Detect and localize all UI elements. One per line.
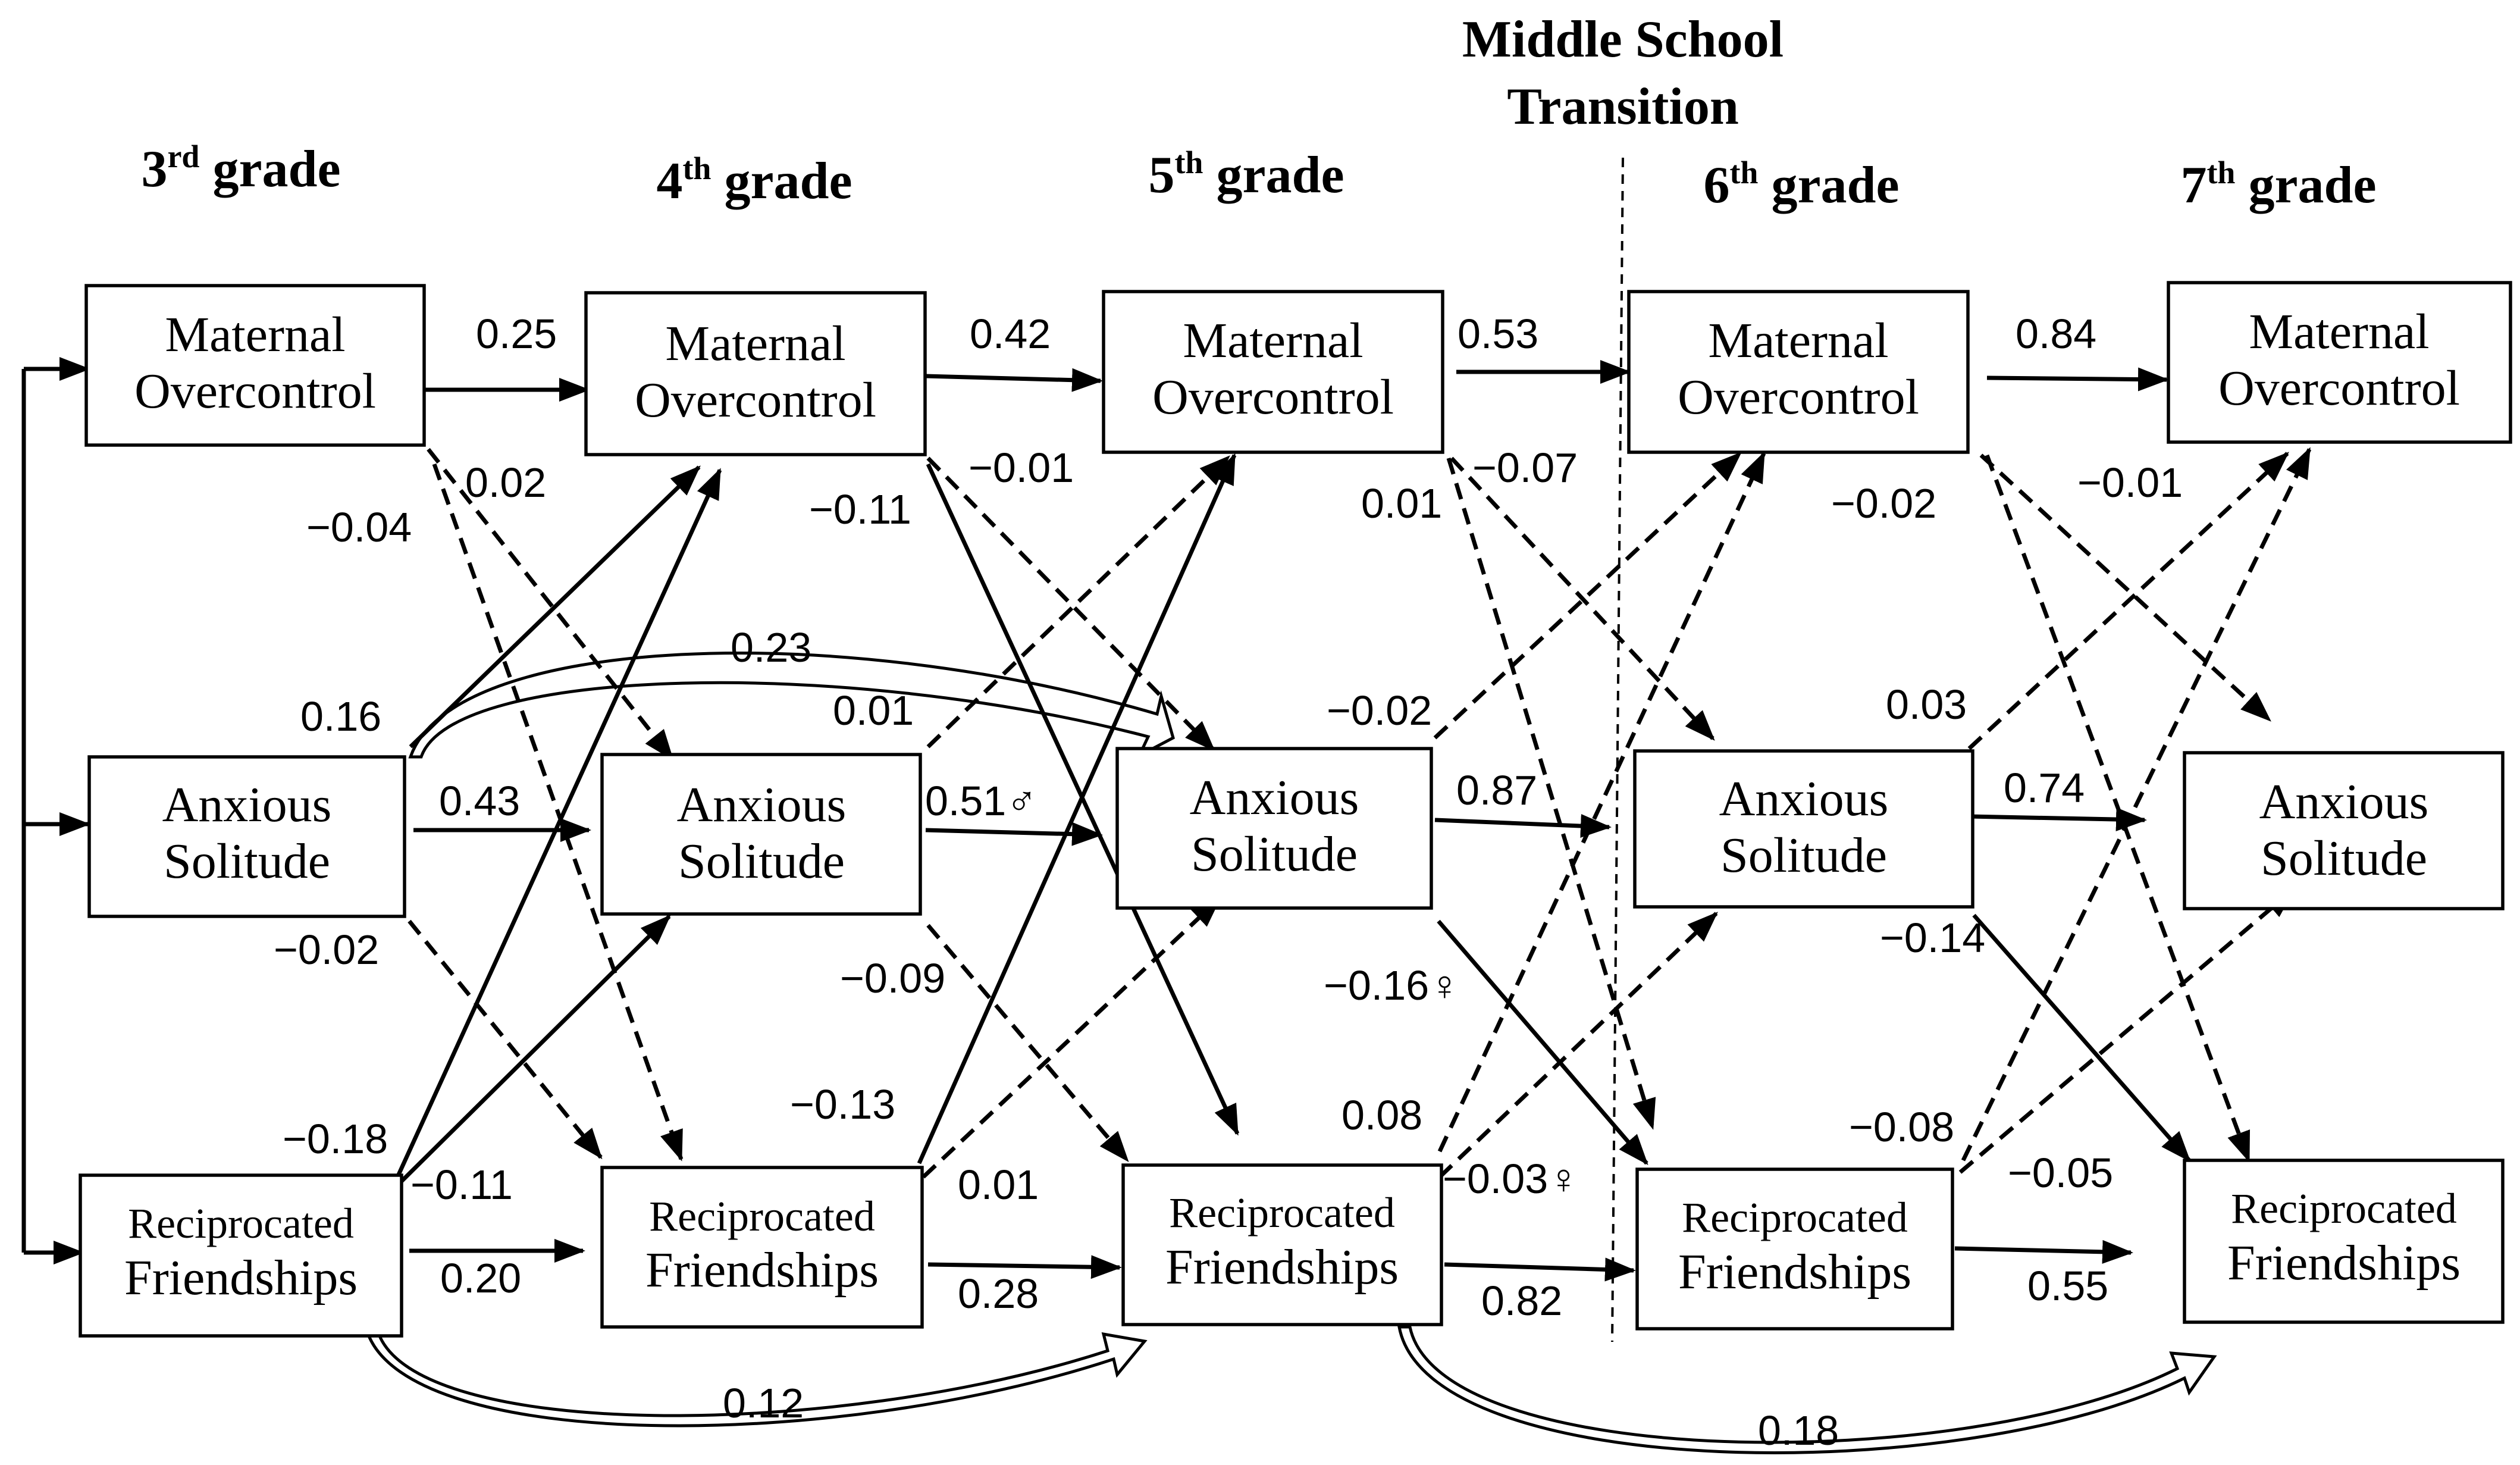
coef-rf-lag2-3-5: 0.12 (723, 1380, 804, 1426)
node-anxious-solitude-grade3 (89, 757, 405, 916)
coef-rf-as-5-6: −0.03♀ (1443, 1156, 1579, 1202)
svg-text:Reciprocated: Reciprocated (1682, 1194, 1908, 1241)
coef-rf-mo-5-6: 0.08 (1342, 1092, 1423, 1138)
grade-5-header: 5th grade (1148, 145, 1344, 204)
coef-as-mo-5-6: −0.02 (1327, 687, 1433, 734)
svg-text:Solitude: Solitude (678, 834, 845, 889)
svg-text:Maternal: Maternal (1183, 313, 1364, 368)
svg-text:Friendships: Friendships (1678, 1244, 1912, 1300)
node-reciprocated-friendships-grade3 (80, 1175, 402, 1336)
svg-text:Friendships: Friendships (2227, 1235, 2461, 1291)
svg-text:Overcontrol: Overcontrol (1152, 370, 1394, 425)
path-as5-as6 (1435, 820, 1609, 827)
transition-title-line2: Transition (1507, 78, 1739, 136)
svg-text:Overcontrol: Overcontrol (635, 372, 876, 428)
coef-rf-as-4-5: 0.01 (958, 1162, 1039, 1208)
svg-text:Reciprocated: Reciprocated (1169, 1189, 1395, 1237)
coef-mo-rf-6-7: −0.02 (1831, 480, 1937, 527)
svg-text:Anxious: Anxious (1189, 770, 1359, 825)
svg-text:Anxious: Anxious (1719, 771, 1889, 827)
path-rf5-as6 (1440, 913, 1716, 1177)
coef-rf-stab-3-4: 0.20 (440, 1255, 522, 1301)
coef-mo-as-3-4: 0.02 (465, 459, 547, 506)
coef-rf-mo-3-4: −0.18 (283, 1116, 388, 1162)
node-anxious-solitude-grade5 (1117, 749, 1431, 908)
coef-as-stab-5-6: 0.87 (1456, 767, 1538, 813)
coef-as-stab-6-7: 0.74 (2004, 765, 2085, 811)
svg-text:Solitude: Solitude (163, 834, 331, 889)
svg-text:Friendships: Friendships (645, 1242, 879, 1298)
grade-7-header: 7th grade (2180, 155, 2377, 214)
svg-text:Anxious: Anxious (162, 777, 332, 832)
path-rf4-rf5 (928, 1264, 1120, 1267)
svg-text:Solitude: Solitude (1190, 827, 1358, 882)
node-anxious-solitude-grade6 (1635, 751, 1973, 907)
coef-rf-as-3-4: −0.11 (410, 1162, 513, 1208)
svg-text:Solitude: Solitude (1720, 828, 1888, 883)
svg-text:Solitude: Solitude (2260, 831, 2428, 886)
svg-text:Overcontrol: Overcontrol (1678, 370, 1919, 425)
node-reciprocated-friendships-grade5 (1123, 1165, 1441, 1325)
node-maternal-overcontrol-grade7 (2168, 283, 2510, 442)
coef-rf-as-6-7: −0.05 (2008, 1150, 2114, 1196)
node-reciprocated-friendships-grade6 (1637, 1169, 1952, 1329)
coef-as-rf-6-7: −0.14 (1880, 915, 1986, 961)
svg-text:Overcontrol: Overcontrol (134, 364, 376, 419)
coef-rf-stab-4-5: 0.28 (958, 1270, 1039, 1317)
coef-as-mo-4-5: 0.01 (833, 687, 914, 734)
coef-mo-stab-4-5: 0.42 (970, 311, 1051, 357)
path-rf5-rf6 (1444, 1264, 1634, 1270)
svg-text:Anxious: Anxious (2259, 774, 2429, 829)
coef-as-mo-6-7: 0.03 (1886, 681, 1967, 728)
path-as4-rf5 (928, 925, 1127, 1160)
coef-as-mo-3-4: 0.16 (300, 693, 382, 740)
svg-text:Reciprocated: Reciprocated (128, 1200, 354, 1247)
grade-3-header: 3rd grade (141, 139, 341, 198)
svg-text:Reciprocated: Reciprocated (2231, 1185, 2457, 1232)
transition-divider-line (1612, 158, 1623, 1342)
coef-mo-rf-3-4: −0.04 (306, 504, 412, 550)
path-as5-mo6 (1435, 453, 1740, 738)
coef-rf-stab-6-7: 0.55 (2027, 1263, 2109, 1309)
coef-mo-as-5-6: −0.07 (1472, 444, 1578, 491)
coef-mo-stab-6-7: 0.84 (2016, 311, 2097, 357)
node-anxious-solitude-grade7 (2184, 753, 2503, 909)
coef-rf-mo-4-5: −0.13 (790, 1081, 896, 1128)
coef-as-rf-4-5: −0.09 (840, 955, 946, 1001)
path-rf4-as5 (923, 899, 1220, 1177)
coef-as-stab-4-5: 0.51♂ (925, 778, 1038, 824)
svg-text:Overcontrol: Overcontrol (2218, 361, 2460, 416)
coef-rf-lag2-5-7: 0.18 (1758, 1407, 1839, 1454)
coef-as-stab-3-4: 0.43 (439, 778, 521, 824)
path-mo4-mo5 (926, 376, 1101, 381)
path-rf6-rf7 (1955, 1248, 2131, 1253)
coef-mo-as-6-7: −0.01 (2077, 459, 2183, 506)
coef-as-lag2: 0.23 (731, 624, 812, 671)
coef-mo-stab-5-6: 0.53 (1458, 311, 1539, 357)
coef-as-rf-5-6: −0.16♀ (1324, 962, 1460, 1009)
path-as4-as5 (926, 830, 1101, 835)
path-rf3-as4 (396, 916, 669, 1187)
coef-rf-stab-5-6: 0.82 (1481, 1278, 1563, 1324)
coef-mo-rf-5-6: 0.01 (1361, 480, 1443, 527)
svg-text:Friendships: Friendships (1165, 1239, 1399, 1295)
svg-text:Maternal: Maternal (2249, 304, 2430, 359)
transition-title-line1: Middle School (1462, 11, 1784, 68)
svg-text:Reciprocated: Reciprocated (649, 1192, 875, 1240)
path-as6-as7 (1969, 816, 2145, 820)
node-maternal-overcontrol-grade4 (586, 293, 925, 455)
node-maternal-overcontrol-grade3 (86, 286, 424, 445)
svg-text:Maternal: Maternal (1708, 313, 1889, 368)
node-maternal-overcontrol-grade5 (1104, 292, 1443, 452)
svg-text:Anxious: Anxious (676, 777, 847, 832)
svg-text:Maternal: Maternal (665, 316, 846, 371)
coef-mo-as-4-5: −0.01 (968, 444, 1074, 491)
node-reciprocated-friendships-grade4 (602, 1167, 922, 1327)
node-anxious-solitude-grade4 (602, 755, 920, 914)
grade-6-header: 6th grade (1703, 155, 1900, 214)
grade-4-header: 4th grade (656, 151, 852, 210)
svg-text:Maternal: Maternal (165, 307, 346, 362)
node-maternal-overcontrol-grade6 (1629, 292, 1968, 452)
coef-as-rf-3-4: −0.02 (274, 926, 380, 973)
coef-rf-mo-6-7: −0.08 (1849, 1104, 1955, 1150)
path-as6-rf7 (1974, 915, 2189, 1160)
path-rf6-as7 (1960, 890, 2293, 1172)
coef-mo-rf-4-5: −0.11 (809, 486, 911, 533)
svg-text:Friendships: Friendships (124, 1250, 358, 1306)
node-reciprocated-friendships-grade7 (2184, 1160, 2503, 1322)
path-mo6-mo7 (1987, 378, 2167, 380)
path-as3-rf4 (409, 921, 601, 1157)
coef-mo-stab-3-4: 0.25 (476, 311, 557, 357)
